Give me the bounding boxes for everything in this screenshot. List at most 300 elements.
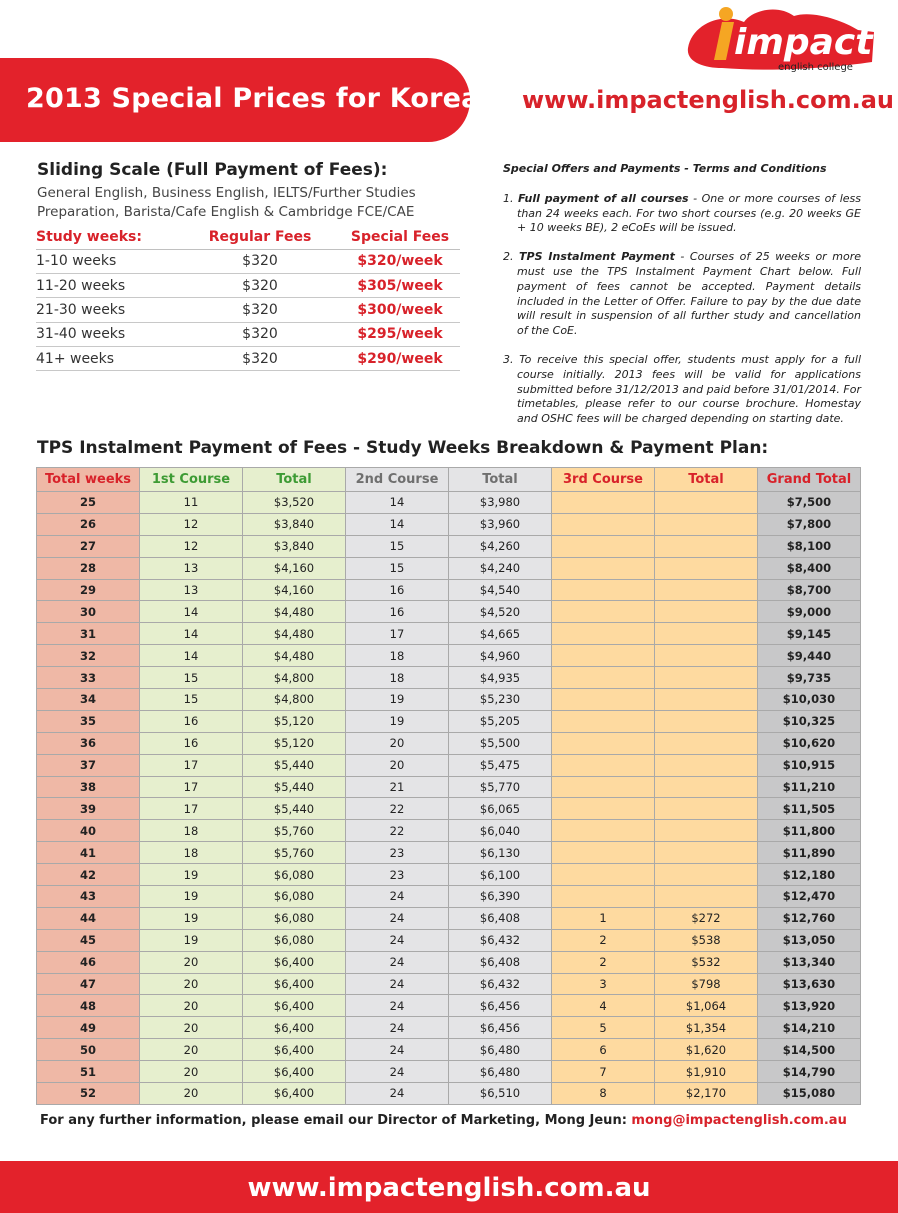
tps-cell-1st-total: $6,080 [243,929,346,951]
tps-cell-1st-course: 20 [140,995,243,1017]
tps-cell-3rd-course: 2 [552,929,655,951]
tps-cell-1st-total: $4,480 [243,645,346,667]
tps-cell-3rd-course: 8 [552,1083,655,1105]
tps-cell-3rd-total [655,864,758,886]
tps-cell-2nd-total: $6,432 [449,973,552,995]
col-1st-course: 1st Course [140,468,243,492]
tps-row [37,645,861,667]
tps-cell-total-weeks: 41 [37,842,140,864]
tps-cell-1st-total: $4,800 [243,667,346,689]
tps-cell-total-weeks: 26 [37,513,140,535]
tps-cell-grand-total: $14,500 [758,1039,861,1061]
tps-cell-2nd-course: 24 [346,1017,449,1039]
tps-cell-3rd-course [552,820,655,842]
tps-cell-2nd-total: $6,432 [449,929,552,951]
tps-cell-grand-total: $14,210 [758,1017,861,1039]
sliding-scale-cell-weeks: 41+ weeks [36,347,180,371]
sliding-scale-table [36,227,460,371]
page-title: 2013 Special Prices for Korea [26,83,480,114]
sliding-scale-row [36,298,460,322]
tps-cell-2nd-course: 24 [346,1061,449,1083]
footer-note [40,1113,847,1128]
footer-url-link[interactable]: www.impactenglish.com.au [247,1173,651,1203]
tps-row [37,601,861,623]
tps-cell-3rd-course [552,864,655,886]
sliding-scale-cell-regular: $320 [180,322,340,346]
tps-header-row [37,468,861,492]
tps-row [37,798,861,820]
tps-row [37,732,861,754]
tps-cell-2nd-course: 17 [346,623,449,645]
tps-cell-1st-total: $6,400 [243,973,346,995]
tps-row [37,1039,861,1061]
tps-cell-1st-total: $5,760 [243,820,346,842]
sliding-scale-row [36,347,460,371]
tps-cell-total-weeks: 32 [37,645,140,667]
tps-cell-1st-total: $5,760 [243,842,346,864]
tps-cell-2nd-total: $6,456 [449,995,552,1017]
tps-row [37,973,861,995]
tps-cell-3rd-total [655,557,758,579]
tps-cell-3rd-course: 3 [552,973,655,995]
tps-cell-1st-course: 17 [140,754,243,776]
tps-table [36,467,861,1105]
tps-cell-1st-total: $6,080 [243,886,346,908]
tps-cell-total-weeks: 27 [37,535,140,557]
terms-item-text: - One or more courses of less than 24 weeks each. For two short courses (e.g. 20 weeks GE + 10 weeks BE), 2 eCoEs will be issued. [517,191,861,235]
tps-cell-3rd-total [655,601,758,623]
tps-cell-total-weeks: 38 [37,776,140,798]
tps-cell-2nd-course: 18 [346,645,449,667]
sliding-scale-row [36,273,460,297]
tps-cell-2nd-total: $6,065 [449,798,552,820]
tps-cell-grand-total: $10,620 [758,732,861,754]
tps-cell-total-weeks: 39 [37,798,140,820]
sliding-scale-cell-weeks: 1-10 weeks [36,249,180,273]
tps-cell-3rd-course [552,710,655,732]
tps-cell-2nd-course: 21 [346,776,449,798]
tps-cell-2nd-course: 24 [346,1083,449,1105]
tps-cell-grand-total: $13,340 [758,951,861,973]
tps-row [37,689,861,711]
tps-cell-3rd-course [552,886,655,908]
tps-cell-3rd-total [655,667,758,689]
tps-row [37,1017,861,1039]
tps-cell-grand-total: $9,000 [758,601,861,623]
tps-cell-3rd-course [552,798,655,820]
tps-cell-2nd-total: $5,475 [449,754,552,776]
tps-cell-3rd-course: 1 [552,907,655,929]
tps-row [37,754,861,776]
terms-item [503,250,861,339]
sliding-scale-cell-regular: $320 [180,273,340,297]
tps-cell-2nd-course: 24 [346,1039,449,1061]
tps-cell-2nd-total: $5,500 [449,732,552,754]
terms-item-title: Full payment of all courses [518,191,689,205]
tps-cell-2nd-course: 23 [346,842,449,864]
tps-row [37,579,861,601]
tps-cell-total-weeks: 45 [37,929,140,951]
tps-cell-2nd-total: $3,960 [449,513,552,535]
tps-cell-1st-course: 17 [140,798,243,820]
tps-cell-3rd-total [655,623,758,645]
sliding-scale-header-row [36,227,460,249]
tps-cell-1st-total: $6,400 [243,1017,346,1039]
tps-row [37,886,861,908]
tps-cell-3rd-total [655,645,758,667]
tps-cell-total-weeks: 44 [37,907,140,929]
terms-item-number: 3. [503,352,514,366]
tps-row [37,513,861,535]
tps-cell-1st-total: $3,520 [243,492,346,514]
tps-cell-total-weeks: 49 [37,1017,140,1039]
tps-cell-1st-course: 16 [140,710,243,732]
tps-cell-2nd-total: $6,456 [449,1017,552,1039]
tps-cell-1st-course: 20 [140,973,243,995]
tps-cell-1st-total: $6,400 [243,1039,346,1061]
tps-heading: TPS Instalment Payment of Fees - Study Weeks Breakdown & Payment Plan: [37,438,769,458]
tps-cell-2nd-course: 19 [346,689,449,711]
tps-cell-2nd-course: 16 [346,601,449,623]
tps-cell-grand-total: $13,050 [758,929,861,951]
terms-and-conditions [503,162,861,441]
tps-cell-3rd-total: $272 [655,907,758,929]
tps-cell-1st-total: $6,400 [243,1083,346,1105]
contact-email-link[interactable]: mong@impactenglish.com.au [631,1113,847,1128]
header-url-link[interactable]: www.impactenglish.com.au [522,86,895,114]
logo-subtext: english college [778,62,853,73]
tps-cell-1st-course: 19 [140,886,243,908]
tps-cell-3rd-total: $2,170 [655,1083,758,1105]
tps-cell-2nd-total: $5,205 [449,710,552,732]
tps-cell-total-weeks: 34 [37,689,140,711]
impact-logo [682,2,878,78]
tps-cell-grand-total: $11,210 [758,776,861,798]
sliding-scale-cell-weeks: 11-20 weeks [36,273,180,297]
tps-row [37,951,861,973]
tps-cell-3rd-total: $1,910 [655,1061,758,1083]
tps-cell-3rd-total [655,710,758,732]
tps-cell-1st-course: 20 [140,1039,243,1061]
tps-cell-2nd-course: 20 [346,754,449,776]
tps-cell-2nd-course: 24 [346,951,449,973]
tps-cell-grand-total: $14,790 [758,1061,861,1083]
tps-cell-total-weeks: 47 [37,973,140,995]
tps-cell-grand-total: $9,440 [758,645,861,667]
tps-row [37,1061,861,1083]
tps-cell-1st-course: 13 [140,579,243,601]
tps-cell-2nd-total: $6,480 [449,1039,552,1061]
col-2nd-course: 2nd Course [346,468,449,492]
tps-cell-2nd-course: 18 [346,667,449,689]
tps-cell-total-weeks: 46 [37,951,140,973]
tps-cell-3rd-course [552,732,655,754]
tps-cell-3rd-total [655,842,758,864]
tps-row [37,995,861,1017]
tps-cell-grand-total: $10,030 [758,689,861,711]
col-special-fees: Special Fees [340,227,460,249]
terms-item [503,192,861,236]
tps-cell-1st-total: $6,080 [243,864,346,886]
tps-row [37,710,861,732]
sliding-scale-heading: Sliding Scale (Full Payment of Fees): [37,160,388,180]
tps-cell-1st-course: 16 [140,732,243,754]
col-grand-total: Grand Total [758,468,861,492]
tps-cell-3rd-total [655,492,758,514]
tps-cell-1st-course: 12 [140,513,243,535]
tps-cell-grand-total: $12,760 [758,907,861,929]
tps-cell-2nd-total: $4,665 [449,623,552,645]
sliding-scale-cell-weeks: 31-40 weeks [36,322,180,346]
tps-row [37,929,861,951]
terms-item-title: TPS Instalment Payment [519,250,675,264]
tps-cell-3rd-total [655,535,758,557]
tps-cell-3rd-total [655,776,758,798]
tps-cell-2nd-course: 22 [346,820,449,842]
tps-row [37,842,861,864]
tps-cell-1st-course: 14 [140,645,243,667]
tps-cell-2nd-total: $4,540 [449,579,552,601]
tps-row [37,907,861,929]
tps-cell-2nd-total: $3,980 [449,492,552,514]
tps-cell-grand-total: $10,325 [758,710,861,732]
sliding-scale-cell-regular: $320 [180,347,340,371]
tps-cell-2nd-total: $6,100 [449,864,552,886]
tps-cell-1st-course: 20 [140,1061,243,1083]
tps-cell-1st-course: 15 [140,667,243,689]
tps-cell-total-weeks: 43 [37,886,140,908]
tps-cell-1st-course: 19 [140,864,243,886]
tps-cell-1st-course: 18 [140,820,243,842]
tps-cell-total-weeks: 25 [37,492,140,514]
tps-cell-total-weeks: 30 [37,601,140,623]
tps-cell-3rd-course: 6 [552,1039,655,1061]
tps-cell-3rd-course [552,492,655,514]
tps-cell-2nd-total: $6,510 [449,1083,552,1105]
tps-cell-grand-total: $8,700 [758,579,861,601]
tps-cell-total-weeks: 52 [37,1083,140,1105]
tps-cell-3rd-course [552,645,655,667]
col-3rd-course: 3rd Course [552,468,655,492]
sliding-scale-cell-special: $290/week [340,347,460,371]
tps-cell-1st-course: 15 [140,689,243,711]
tps-cell-3rd-course [552,842,655,864]
tps-cell-1st-total: $6,400 [243,951,346,973]
tps-cell-2nd-total: $4,240 [449,557,552,579]
tps-cell-3rd-course: 5 [552,1017,655,1039]
tps-row [37,623,861,645]
tps-cell-3rd-course [552,579,655,601]
tps-cell-3rd-total [655,886,758,908]
tps-cell-total-weeks: 29 [37,579,140,601]
tps-cell-grand-total: $10,915 [758,754,861,776]
tps-cell-total-weeks: 50 [37,1039,140,1061]
tps-cell-2nd-course: 24 [346,907,449,929]
tps-cell-3rd-total: $1,064 [655,995,758,1017]
tps-cell-grand-total: $11,800 [758,820,861,842]
col-total-weeks: Total weeks [37,468,140,492]
terms-item-text: To receive this special offer, students must apply for a full course initially. 2013 fees will be valid for applications submitted before 31/12/2013 and paid before 31/01/2014. For timetables, please refer to our course brochure. Homestay and OSHC fees will be charged depending on starting date. [517,352,862,426]
tps-cell-1st-total: $3,840 [243,513,346,535]
tps-cell-2nd-course: 24 [346,886,449,908]
tps-cell-3rd-course [552,513,655,535]
tps-cell-3rd-total: $1,620 [655,1039,758,1061]
tps-cell-3rd-course [552,754,655,776]
tps-cell-1st-course: 12 [140,535,243,557]
col-study-weeks: Study weeks: [36,227,180,249]
terms-item [503,353,861,427]
tps-cell-total-weeks: 36 [37,732,140,754]
tps-row [37,557,861,579]
terms-item-text: - Courses of 25 weeks or more must use the TPS Instalment Payment Chart below. Full payment of fees cannot be accepted. Payment details included in the Letter of Offer. Failure to pay by the due date will result in suspension of all further study and cancellation of the CoE. [517,250,861,338]
col-1st-total: Total [243,468,346,492]
tps-cell-3rd-total: $1,354 [655,1017,758,1039]
tps-cell-grand-total: $13,630 [758,973,861,995]
tps-row [37,535,861,557]
tps-row [37,864,861,886]
tps-row [37,667,861,689]
tps-cell-1st-total: $4,800 [243,689,346,711]
tps-cell-grand-total: $13,920 [758,995,861,1017]
tps-cell-3rd-course [552,689,655,711]
tps-row [37,776,861,798]
sliding-scale-cell-special: $305/week [340,273,460,297]
tps-cell-2nd-course: 19 [346,710,449,732]
tps-cell-1st-total: $6,400 [243,1061,346,1083]
tps-cell-2nd-course: 20 [346,732,449,754]
tps-cell-3rd-total: $538 [655,929,758,951]
tps-cell-total-weeks: 42 [37,864,140,886]
tps-cell-3rd-total [655,579,758,601]
footer-banner [0,1161,898,1213]
tps-cell-3rd-total: $798 [655,973,758,995]
tps-cell-3rd-course [552,557,655,579]
tps-cell-grand-total: $7,800 [758,513,861,535]
footer-note-text: For any further information, please email our Director of Marketing, Mong Jeun: [40,1113,632,1128]
terms-list [503,192,861,427]
terms-item-number: 1. [503,191,514,205]
tps-cell-3rd-total: $532 [655,951,758,973]
sliding-scale-row [36,322,460,346]
tps-cell-1st-course: 18 [140,842,243,864]
tps-cell-3rd-course: 4 [552,995,655,1017]
tps-cell-3rd-course [552,601,655,623]
tps-cell-3rd-total [655,689,758,711]
tps-cell-total-weeks: 51 [37,1061,140,1083]
tps-cell-2nd-course: 15 [346,557,449,579]
tps-cell-1st-course: 17 [140,776,243,798]
tps-cell-2nd-total: $6,408 [449,907,552,929]
tps-cell-grand-total: $15,080 [758,1083,861,1105]
col-regular-fees: Regular Fees [180,227,340,249]
tps-cell-1st-total: $4,480 [243,601,346,623]
tps-cell-1st-total: $5,440 [243,798,346,820]
tps-cell-3rd-course [552,535,655,557]
tps-cell-grand-total: $12,180 [758,864,861,886]
tps-cell-2nd-total: $6,408 [449,951,552,973]
tps-cell-total-weeks: 37 [37,754,140,776]
tps-cell-3rd-course [552,776,655,798]
sliding-scale-cell-special: $300/week [340,298,460,322]
tps-cell-2nd-course: 24 [346,929,449,951]
tps-cell-2nd-total: $4,520 [449,601,552,623]
tps-cell-grand-total: $9,735 [758,667,861,689]
tps-cell-2nd-total: $6,040 [449,820,552,842]
tps-cell-2nd-total: $6,480 [449,1061,552,1083]
tps-cell-2nd-total: $4,935 [449,667,552,689]
tps-cell-grand-total: $12,470 [758,886,861,908]
tps-cell-3rd-total [655,732,758,754]
sliding-scale-cell-weeks: 21-30 weeks [36,298,180,322]
tps-cell-total-weeks: 35 [37,710,140,732]
tps-row [37,820,861,842]
tps-cell-1st-total: $4,160 [243,557,346,579]
tps-cell-1st-course: 20 [140,951,243,973]
sliding-scale-cell-regular: $320 [180,249,340,273]
tps-cell-2nd-course: 15 [346,535,449,557]
tps-cell-1st-course: 14 [140,623,243,645]
tps-cell-total-weeks: 28 [37,557,140,579]
tps-cell-1st-course: 20 [140,1083,243,1105]
tps-cell-1st-total: $6,400 [243,995,346,1017]
tps-cell-total-weeks: 48 [37,995,140,1017]
tps-cell-1st-total: $4,160 [243,579,346,601]
tps-cell-grand-total: $11,505 [758,798,861,820]
tps-cell-2nd-course: 16 [346,579,449,601]
tps-cell-2nd-total: $6,130 [449,842,552,864]
tps-cell-grand-total: $7,500 [758,492,861,514]
tps-cell-3rd-course [552,667,655,689]
logo-wordmark: impact [734,22,873,63]
tps-cell-3rd-course: 2 [552,951,655,973]
tps-cell-1st-course: 11 [140,492,243,514]
tps-cell-total-weeks: 33 [37,667,140,689]
tps-cell-total-weeks: 31 [37,623,140,645]
tps-cell-1st-course: 13 [140,557,243,579]
sliding-scale-cell-special: $295/week [340,322,460,346]
tps-cell-2nd-course: 23 [346,864,449,886]
sliding-scale-cell-special: $320/week [340,249,460,273]
tps-cell-1st-total: $5,120 [243,732,346,754]
tps-cell-2nd-total: $4,260 [449,535,552,557]
tps-cell-1st-total: $5,440 [243,754,346,776]
tps-cell-1st-total: $5,120 [243,710,346,732]
tps-cell-2nd-course: 14 [346,492,449,514]
tps-cell-1st-course: 19 [140,907,243,929]
tps-cell-grand-total: $8,400 [758,557,861,579]
tps-row [37,492,861,514]
tps-cell-2nd-course: 24 [346,995,449,1017]
tps-cell-1st-total: $6,080 [243,907,346,929]
tps-cell-3rd-total [655,798,758,820]
tps-row [37,1083,861,1105]
tps-cell-2nd-total: $5,230 [449,689,552,711]
tps-cell-2nd-course: 24 [346,973,449,995]
sliding-scale-description: General English, Business English, IELTS/Further Studies Preparation, Barista/Cafe English & Cambridge FCE/CAE [37,185,416,220]
title-banner [0,58,480,142]
tps-cell-total-weeks: 40 [37,820,140,842]
tps-cell-3rd-total [655,820,758,842]
tps-cell-1st-total: $4,480 [243,623,346,645]
tps-cell-grand-total: $8,100 [758,535,861,557]
tps-cell-2nd-course: 22 [346,798,449,820]
sliding-scale-row [36,249,460,273]
tps-cell-2nd-total: $4,960 [449,645,552,667]
tps-cell-grand-total: $9,145 [758,623,861,645]
tps-cell-1st-course: 19 [140,929,243,951]
tps-cell-3rd-course [552,623,655,645]
col-3rd-total: Total [655,468,758,492]
